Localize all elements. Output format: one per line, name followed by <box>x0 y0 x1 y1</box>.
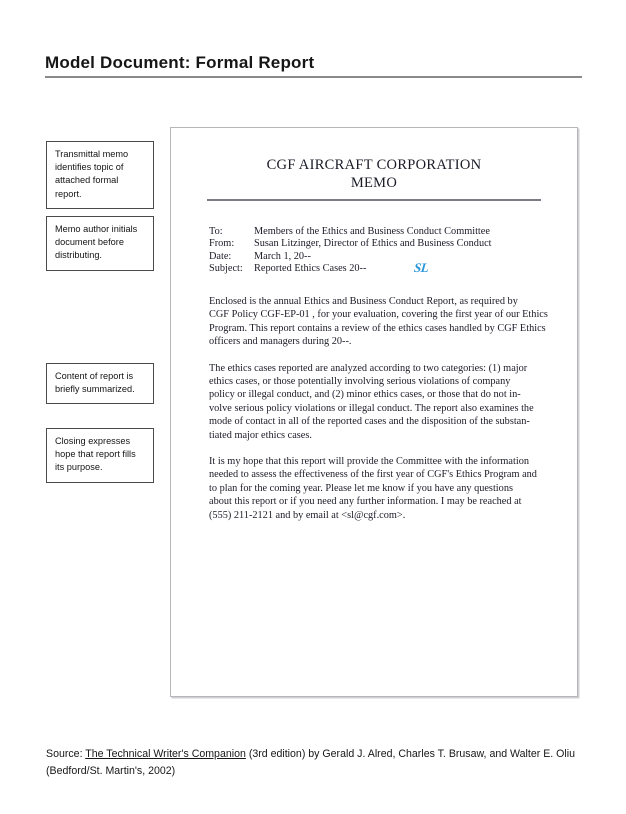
memo-line: to plan for the coming year. Please let me know if you have any questions <box>209 482 513 494</box>
annotation-callout-author-initials <box>46 216 154 271</box>
memo-date-label: Date: <box>209 250 232 262</box>
memo-line: It is my hope that this report will provide the Committee with the information <box>209 456 530 468</box>
memo-line: The ethics cases reported are analyzed according to two categories: (1) major <box>209 362 528 374</box>
memo-subject-value: Reported Ethics Cases 20-- <box>254 263 367 275</box>
memo-from-value: Susan Litzinger, Director of Ethics and Business Conduct <box>254 238 492 250</box>
memo-line: Program. This report contains a review of the ethics cases handled by CGF Ethics <box>209 322 546 334</box>
memo-from-label: From: <box>209 238 235 250</box>
title-divider <box>45 76 582 78</box>
memo-body <box>209 295 548 522</box>
memo-line: ethics cases, or those potentially involving serious violations of company <box>209 376 511 387</box>
memo-line: tiated major ethics cases. <box>209 429 312 441</box>
memo-document-type: MEMO <box>350 175 398 191</box>
memo-row-subject <box>209 259 577 276</box>
memo-paragraph-2 <box>209 362 541 442</box>
memo-header-fields <box>209 226 577 276</box>
memo-paragraph-3 <box>209 455 541 522</box>
annotation-text: Content of report is briefly summarized. <box>55 371 135 395</box>
source-prefix: Source: <box>46 748 86 760</box>
memo-header-divider <box>207 199 541 201</box>
annotation-text: Memo author initials document before distributing. <box>55 224 138 261</box>
memo-line: mode of contact in all of the reported cases and the disposition of the substan- <box>209 416 530 428</box>
memo-date-value: March 1, 20-- <box>254 250 311 262</box>
memo-line: volve serious policy violations or illegal conduct. The report also examines the <box>209 402 534 414</box>
memo-line: CGF Policy CGF-EP-01 , for your evaluation, covering the first year of our Ethics <box>209 309 548 321</box>
annotation-text: Closing expresses hope that report fills its purpose. <box>55 436 136 473</box>
source-citation <box>46 746 586 780</box>
annotation-callout-closing <box>46 428 154 483</box>
memo-line: about this report or if you need any further information. I may be reached at <box>209 496 522 508</box>
memo-to-label: To: <box>209 225 223 237</box>
memo-subject-label: Subject: <box>209 263 243 275</box>
memo-line: (555) 211-2121 and by email at <sl@cgf.com>. <box>209 509 406 521</box>
memo-line: officers and managers during 20--. <box>209 336 352 348</box>
memo-row-date <box>209 251 577 264</box>
author-initials-signature: SL <box>413 259 430 275</box>
memo-line: needed to assess the effectiveness of the first year of CGF's Ethics Program and <box>209 469 537 481</box>
memo-row-from <box>209 238 577 251</box>
memo-company-name: CGF AIRCRAFT CORPORATION <box>266 157 482 173</box>
memo-to-value: Members of the Ethics and Business Conduct Committee <box>254 225 490 237</box>
source-book-title: The Technical Writer's Companion <box>85 748 246 760</box>
memo-letterhead <box>171 128 577 192</box>
annotation-callout-content-summary <box>46 363 154 404</box>
page-title: Model Document: Formal Report <box>45 53 315 72</box>
memo-line: Enclosed is the annual Ethics and Business Conduct Report, as required by <box>209 295 518 307</box>
memo-row-to <box>209 226 577 239</box>
memo-paragraph-1 <box>209 295 548 349</box>
annotation-text: Transmittal memo identifies topic of attached formal report. <box>55 149 129 199</box>
annotation-callout-transmittal-memo <box>46 141 154 209</box>
sample-document-page <box>170 127 578 697</box>
memo-line: policy or illegal conduct, and (2) minor ethics cases, or those that do not in- <box>209 389 521 401</box>
source-suffix: (3rd edition) by Gerald J. Alred, Charles T. Brusaw, and Walter E. Oliu (Bedford/St. Martin's, 2002) <box>46 748 576 777</box>
